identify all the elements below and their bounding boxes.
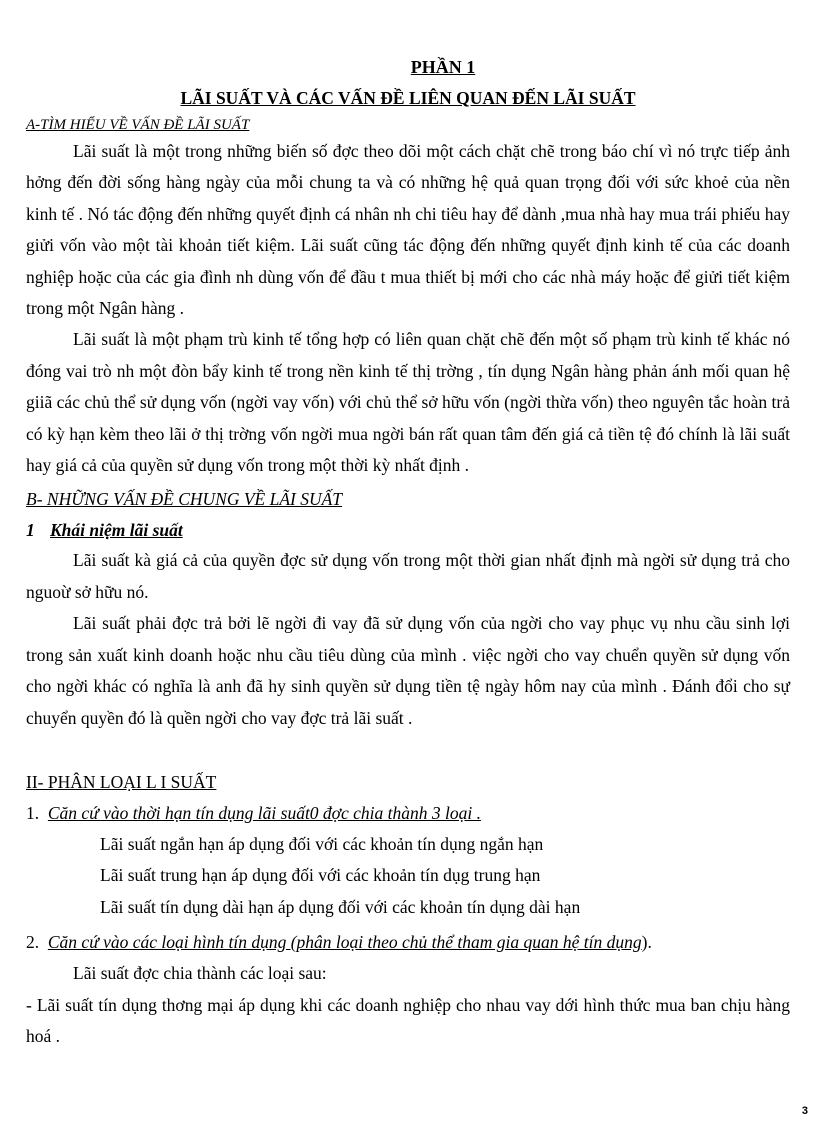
paragraph-c1: Lãi suất đợc chia thành các loại sau: <box>73 963 327 984</box>
subsection-label: Khái niệm lãi suất <box>50 520 183 541</box>
main-title: LÃI SUẤT VÀ CÁC VẤN ĐỀ LIÊN QUAN ĐẾN LÃI SUẤT <box>180 88 636 108</box>
paragraph-b2: Lãi suất phải đợc trả bởi lẽ ngời đi vay đã sử dụng vốn của ngời cho vay phục vụ nhu cầu sinh lợi trong sản xuất kinh doanh hoặc nhu cầu tiêu dùng của mình . việc ngời cho vay chuển quyền sử dụng vốn cho ngời khác có nghĩa là anh đã hy sinh quyền sử dụng tiền tệ ngày hôm nay của mình . Đánh đổi cho sự chuyển quyền đó là quền ngời cho vay đợc trả lãi suất . <box>26 613 790 728</box>
page-number: 3 <box>801 1105 808 1117</box>
subsection-number: 1 <box>26 520 35 541</box>
section-a-heading: A-TÌM HIỂU VỀ VẤN ĐỀ LÃI SUẤT <box>26 117 250 133</box>
section-b-heading: B- NHỮNG VẤN ĐỀ CHUNG VỀ LÃI SUẤT <box>26 489 343 510</box>
part-title: PHẦN 1 <box>410 57 476 77</box>
subsection-1-heading <box>26 515 790 545</box>
item-number: 1. <box>26 802 40 823</box>
paragraph-a2: Lãi suất là một phạm trù kinh tế tổng hợp có liên quan chặt chẽ đến một số phạm trù kinh tế khác nó đóng vai trò nh một đòn bẩy kinh tế trong nền kinh tế thị trờng , tín dụng Ngân hàng phản ánh mối quan hệ giiã các chủ thể sử dụng vốn (ngời vay vốn) với chủ thể sở hữu vốn (ngời thừa vốn) theo nguyên tắc hoàn trả có kỳ hạn kèm theo lãi ở thị trờng vốn ngời mua ngời bán rất quan tâm đến giá cả tiền tệ đó chính là lãi suất hay giá cả của quyền sử dụng vốn trong một thời kỳ nhất định . <box>26 329 790 476</box>
section-ii-heading: II- PHÂN LOẠI L I SUẤT <box>26 771 217 792</box>
item-text: Căn cứ vào các loại hình tín dụng (phân loại theo chủ thể tham gia quan hệ tín dụng <box>47 932 642 953</box>
classification-item-1 <box>26 798 790 829</box>
paragraph-a1: Lãi suất là một trong những biến số đợc theo dõi một cách chặt chẽ trong báo chí vì nó trực tiếp ảnh hởng đến đời sống hàng ngày của mỗi chung ta và có những hệ quả quan trọng đối với sức khoẻ của nền kinh tế . Nó tác động đến những quyết định cá nhân nh chi tiêu hay để dành ,mua nhà hay mua trái phiếu hay giửi vốn vào một tài khoản tiết kiệm. Lãi suất cũng tác động đến những quyết định kinh tế của các doanh nghiệp hoặc của các gia đình nh dùng vốn để đầu t mua thiết bị mới cho các nhà máy hoặc để giửi tiết kiệm trong một Ngân hàng . <box>26 141 790 319</box>
rate-line: Lãi suất ngắn hạn áp dụng đối với các khoản tín dụng ngắn hạn <box>100 833 544 854</box>
rate-line: Lãi suất tín dụng dài hạn áp dụng đối với các khoản tín dụng dài hạn <box>100 896 581 917</box>
item-text: Căn cứ vào thời hạn tín dụng lãi suất0 đợc chia thành 3 loại . <box>47 802 482 823</box>
item-number: 2. <box>26 932 40 953</box>
paragraph-b1: Lãi suất kà giá cả của quyền đợc sử dụng vốn trong một thời gian nhất định mà ngời sử dụng trả cho nguoừ sở hữu nó. <box>26 550 790 602</box>
item-text-tail: ). <box>641 932 652 953</box>
paragraph-c2: - Lãi suất tín dụng thơng mại áp dụng khi các doanh nghiệp cho nhau vay dới hình thức mua ban chịu hàng hoá . <box>26 994 790 1047</box>
classification-item-2 <box>26 927 790 958</box>
document-page <box>26 54 790 1053</box>
rate-line: Lãi suất trung hạn áp dụng đối với các khoản tín dụg trung hạn <box>100 865 541 886</box>
